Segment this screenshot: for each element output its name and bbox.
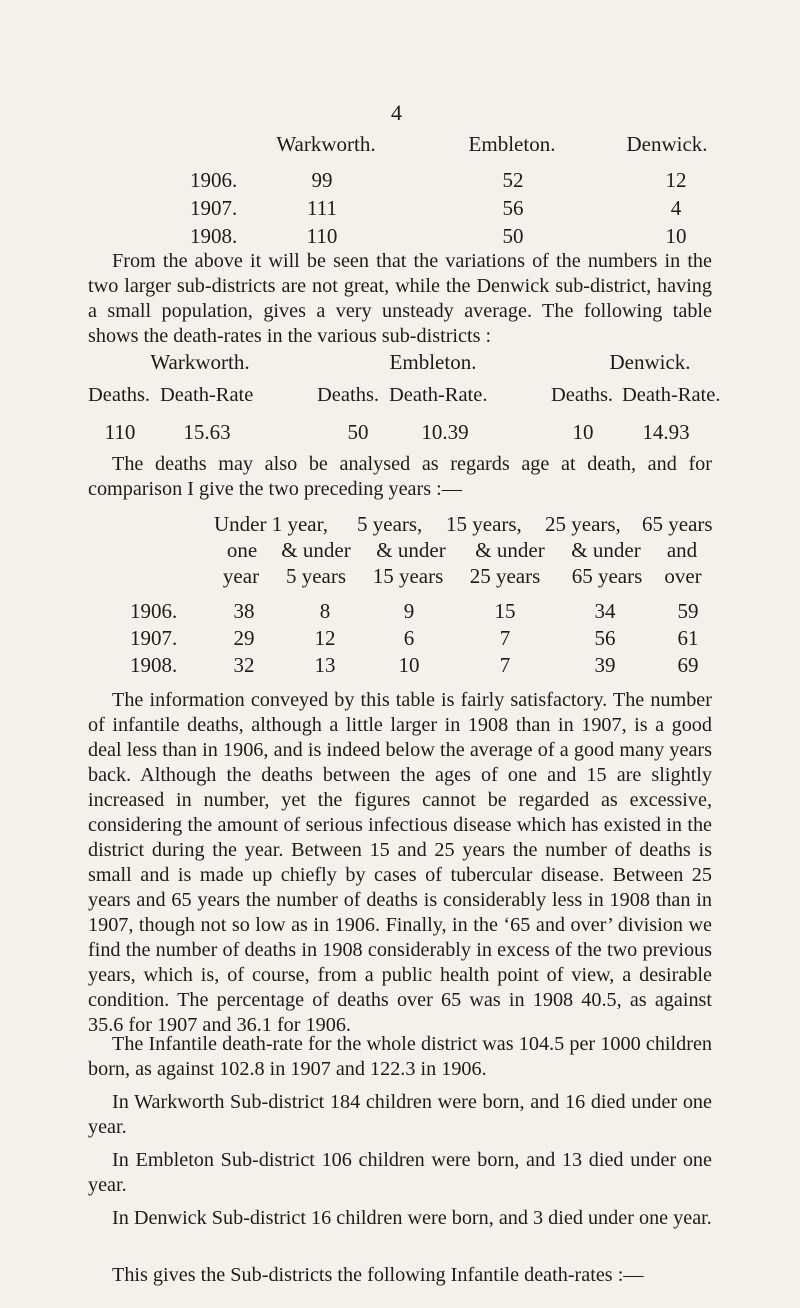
age-cell: 39 [594,653,616,677]
age-cell: 34 [594,599,616,623]
age-header: Under 1 year, [214,512,329,536]
deathrate-district: Denwick. [609,350,691,374]
age-year: 1906. [130,599,178,623]
age-header: 25 years, [545,512,621,536]
age-cell: 29 [233,626,255,650]
deathrate-district: Embleton. [389,350,477,374]
age-header: 65 years [571,564,643,588]
age-header: over [664,564,702,588]
births-year: 1908. [190,224,238,248]
page-number: 4 [391,100,402,125]
deathrate-district: Warkworth. [150,350,250,374]
deathrate-value: 10.39 [421,420,469,444]
deathrate-subheader: Deaths. [88,384,151,406]
deathrate-subheader: Deaths. [317,384,380,406]
births-cell: 110 [306,224,338,248]
deathrate-subheader: Death-Rate [160,384,254,406]
age-cell: 32 [233,653,255,677]
deathrate-subheader: Death-Rate. [389,384,488,406]
births-cell: 99 [311,168,333,192]
paragraph-information: The information conveyed by this table is fairly satisfactory. The number of infantile deaths, although a little larger in 1908 than in 1907, is a good deal less than in 1906, and is indeed below the average of a good many years back. Although the deaths between the ages of one and 15 are slightly increased in number, yet the figures cannot be regarded as excessive, considering the amount of serious infectious disease which has existed in the district during the year. Between 15 and 25 years the number of deaths is small and is made up chiefly by cases of tubercular disease. Between 25 years and 65 years the number of deaths is considerably less in 1908 than in 1907, though not so low as in 1906. Finally, in the ‘65 and over’ division we find the number of deaths in 1908 considerably in excess of the two previous years, which is, of course, from a public health point of view, a desirable condition. The percentage of deaths over 65 was in 1908 40.5, as against 35.6 for 1907 and 36.1 for 1906. [88,689,712,1036]
age-header: 65 years [642,512,713,536]
age-cell: 56 [594,626,616,650]
age-header: & under [571,538,641,562]
age-cell: 7 [499,653,511,677]
deathrate-value: 50 [347,420,369,444]
age-header: one [226,538,258,562]
paragraph-following-rates: This gives the Sub-districts the following Infantile death-rates :— [112,1264,644,1286]
age-cell: 8 [319,599,331,623]
deathrate-value: 110 [104,420,136,444]
age-year: 1907. [130,626,178,650]
deathrate-subheader: Deaths. [551,384,614,406]
paragraph-embleton: In Embleton Sub-district 106 children were born, and 13 died under one year. [88,1149,712,1196]
paragraph-warkworth: In Warkworth Sub-district 184 children were born, and 16 died under one year. [88,1091,712,1138]
age-cell: 59 [677,599,699,623]
births-header-warkworth: Warkworth. [276,132,376,156]
age-cell: 9 [403,599,415,623]
age-header: 15 years [372,564,444,588]
age-header: 15 years, [446,512,522,536]
paragraph-variations: From the above it will be seen that the variations of the numbers in the two larger sub-districts are not great, while the Denwick sub-district, having a small population, gives a very unsteady average. The following table shows the death-rates in the various sub-districts : [88,250,712,347]
births-cell: 56 [502,196,524,220]
deathrate-value: 14.93 [642,420,690,444]
age-year: 1908. [130,653,178,677]
births-cell: 12 [665,168,687,192]
births-cell: 4 [670,196,682,220]
age-cell: 12 [314,626,336,650]
age-cell: 13 [314,653,336,677]
age-header: & under [376,538,446,562]
paragraph-denwick: In Denwick Sub-district 16 children were born, and 3 died under one year. [112,1207,712,1229]
births-year: 1906. [190,168,238,192]
age-header: 5 years [285,564,347,588]
births-cell: 111 [307,196,337,220]
paragraph-infantile-rate: The Infantile death-rate for the whole district was 104.5 per 1000 children born, as against 102.8 in 1907 and 122.3 in 1906. [88,1033,712,1080]
births-header-embleton: Embleton. [468,132,556,156]
deathrate-value: 15.63 [183,420,231,444]
births-cell: 52 [502,168,524,192]
births-cell: 50 [502,224,524,248]
age-header: & under [475,538,545,562]
age-cell: 69 [677,653,699,677]
age-header: & under [281,538,351,562]
age-header: year [222,564,260,588]
age-cell: 7 [499,626,511,650]
births-header-denwick: Denwick. [626,132,708,156]
paragraph-age-analysis: The deaths may also be analysed as regards age at death, and for comparison I give the two preceding years :— [88,453,712,500]
births-cell: 10 [665,224,687,248]
age-header: and [666,538,698,562]
age-cell: 10 [398,653,420,677]
deathrate-subheader: Death-Rate. [622,384,721,406]
age-cell: 38 [233,599,255,623]
deathrate-value: 10 [572,420,594,444]
age-cell: 61 [677,626,699,650]
age-cell: 15 [494,599,516,623]
births-year: 1907. [190,196,238,220]
age-header: 5 years, [357,512,423,536]
age-header: 25 years [469,564,541,588]
age-cell: 6 [403,626,415,650]
